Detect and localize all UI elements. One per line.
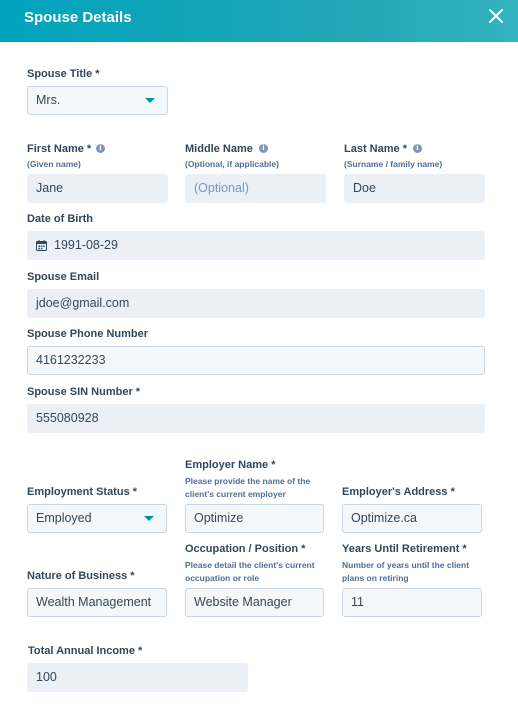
employer-name-hint-2: client's current employer [185,489,286,499]
middle-name-hint: (Optional, if applicable) [185,159,279,169]
sin-field[interactable] [27,404,485,433]
spouse-title-select[interactable] [27,86,168,115]
middle-name-placeholder: (Optional) [194,181,249,195]
chevron-down-icon [145,98,155,103]
modal-header [0,0,518,42]
close-icon[interactable] [486,6,506,26]
retirement-years-label: Years Until Retirement * [342,543,467,555]
employment-status-label: Employment Status * [27,486,138,498]
employer-name-label: Employer Name * [185,459,276,471]
phone-label: Spouse Phone Number [27,328,149,340]
first-name-field[interactable] [27,174,168,203]
chevron-down-icon [144,516,154,521]
info-icon[interactable]: i [413,144,422,153]
email-value: jdoe@gmail.com [36,296,130,310]
spouse-title-value: Mrs. [36,93,61,107]
employer-name-value: Optimize [194,511,244,525]
employment-status-value: Employed [36,511,92,525]
info-icon[interactable]: i [96,144,105,153]
employer-address-field[interactable] [342,504,482,533]
total-income-label: Total Annual Income * [28,645,143,657]
nature-of-business-label: Nature of Business * [27,570,135,582]
modal-title: Spouse Details [24,9,132,26]
last-name-value: Doe [353,181,376,195]
total-income-value: 100 [36,670,57,684]
sin-label: Spouse SIN Number * [27,386,141,398]
middle-name-label: Middle Name [185,143,253,155]
spouse-title-label: Spouse Title * [27,68,100,80]
email-label: Spouse Email [27,271,100,283]
middle-name-field[interactable] [185,174,326,203]
sin-value: 555080928 [36,411,99,425]
occupation-value: Website Manager [194,595,292,609]
retirement-years-value: 11 [351,595,364,609]
occupation-label: Occupation / Position * [185,543,306,555]
employer-name-field[interactable] [185,504,324,533]
dob-field[interactable] [27,231,485,260]
retirement-years-hint-1: Number of years until the client [342,560,470,570]
occupation-field[interactable] [185,588,324,617]
employment-status-select[interactable] [27,504,167,533]
phone-field[interactable] [27,346,485,375]
retirement-years-field[interactable] [342,588,482,617]
retirement-years-hint-2: plans on retiring [342,573,409,583]
calendar-icon [36,240,47,251]
occupation-hint-2: occupation or role [185,573,260,583]
dob-label: Date of Birth [27,213,93,225]
employer-address-label: Employer's Address * [342,486,455,498]
dob-value: 1991-08-29 [54,238,118,252]
first-name-hint: (Given name) [27,159,81,169]
last-name-hint: (Surname / family name) [344,159,443,169]
email-field[interactable] [27,289,485,318]
occupation-hint-1: Please detail the client's current [185,560,315,570]
first-name-value: Jane [36,181,64,195]
total-income-field[interactable] [27,663,248,692]
last-name-label: Last Name * [344,143,407,155]
employer-address-value: Optimize.ca [351,511,417,525]
phone-value: 4161232233 [36,353,106,367]
nature-of-business-value: Wealth Management [36,595,152,609]
last-name-field[interactable] [344,174,485,203]
employer-name-hint-1: Please provide the name of the [185,476,311,486]
nature-of-business-field[interactable] [27,588,167,617]
first-name-label: First Name * [27,143,92,155]
info-icon[interactable]: i [259,144,268,153]
